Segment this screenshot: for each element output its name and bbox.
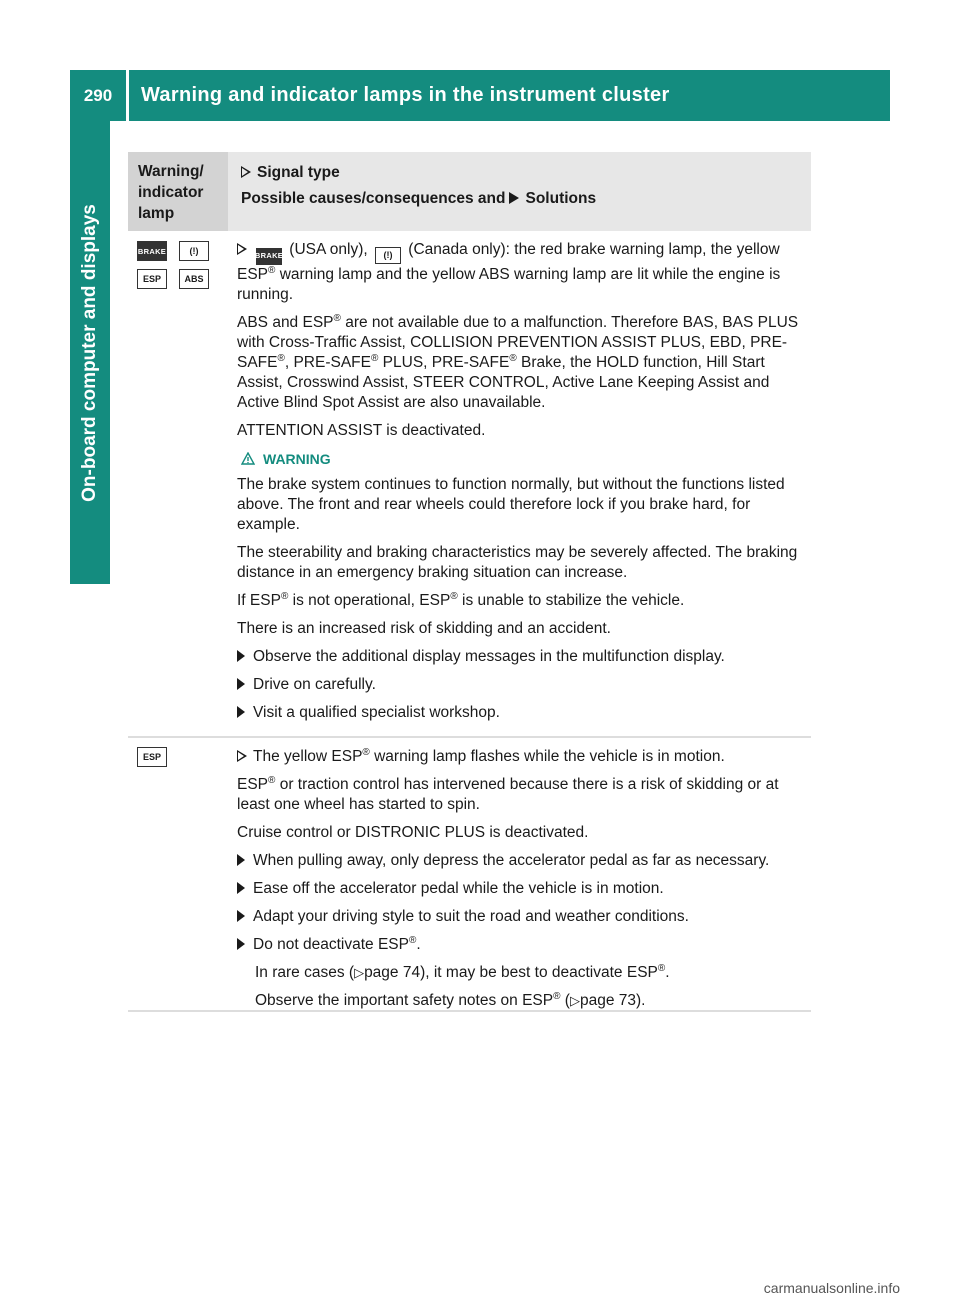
- row2-cruise: Cruise control or DISTRONIC PLUS is deactivated.: [237, 824, 589, 841]
- page-ref-arrow-icon: ▷: [354, 965, 365, 980]
- row2-lamp-icons: [128, 747, 223, 775]
- action-arrow-icon: [237, 882, 245, 894]
- row1-attention: ATTENTION ASSIST is deactivated.: [237, 421, 486, 439]
- row1-cause: ABS and ESP® are not available due to a malfunction. Therefore BAS, BAS PLUS with Cross-Traffic Assist, COLLISION PREVENTION ASSIST PLUS, EBD, PRE-SAFE®, PRE-SAFE® PLUS, PRE-SAFE® Brake, the HOLD function, Hill Start Assist, Crosswind Assist, STEER CONTROL, Active Lane Keeping Assist and Active Blind Spot Assist are also unavailable.: [237, 312, 799, 411]
- brake-warning-icon: BRAKE: [256, 248, 282, 265]
- esp-warning-icon: ESP: [137, 269, 167, 289]
- page-number: 290: [83, 86, 113, 105]
- action-arrow-icon: [237, 650, 245, 662]
- abs-warning-icon: ABS: [179, 269, 209, 289]
- brake-warning-icon: BRAKE: [137, 241, 167, 261]
- row1-signal: BRAKE (USA only), (!) (Canada only): the red brake warning lamp, the yellow ESP® warning lamp and the yellow ABS warning lamp are lit while the engine is running.: [237, 241, 781, 303]
- action-item: Observe the additional display messages in the multifunction display.: [237, 647, 807, 667]
- esp-warning-icon: ESP: [137, 747, 167, 767]
- brake-warning-canada-icon: (!): [179, 241, 209, 261]
- warning-text-2: The steerability and braking characteristics may be severely affected. The braking distance in an emergency braking situation can increase.: [237, 543, 798, 581]
- warning-text-3: If ESP® is not operational, ESP® is unable to stabilize the vehicle.: [237, 590, 685, 609]
- action-item: Ease off the accelerator pedal while the vehicle is in motion.: [237, 879, 807, 899]
- row2-signal: The yellow ESP® warning lamp flashes while the vehicle is in motion.: [237, 747, 807, 767]
- note-rare-cases: In rare cases (▷page 74), it may be best to deactivate ESP®.: [255, 962, 670, 981]
- header-col-lamp-label: Warning/ indicator lamp: [138, 163, 204, 222]
- header-col-signal: [228, 152, 811, 231]
- action-item: Adapt your driving style to suit the road and weather conditions.: [237, 907, 807, 927]
- action-arrow-icon: [237, 854, 245, 866]
- signal-triangle-icon: [237, 243, 247, 255]
- warning-triangle-icon: [241, 452, 255, 465]
- table-header: [128, 152, 811, 231]
- row1-description: [237, 240, 807, 731]
- warning-text-4: There is an increased risk of skidding and an accident.: [237, 619, 611, 637]
- action-arrow-icon: [237, 910, 245, 922]
- action-arrow-icon: [509, 192, 519, 204]
- row-divider: [128, 1010, 811, 1012]
- watermark: carmanualsonline.info: [763, 1280, 900, 1296]
- row1-lamp-icons: [128, 241, 223, 297]
- action-arrow-icon: [237, 678, 245, 690]
- page-ref-74[interactable]: page 74), it may be best to deactivate ESP: [364, 964, 658, 981]
- row2-cause: ESP® or traction control has intervened because there is a risk of skidding or at least one wheel has started to spin.: [237, 774, 779, 813]
- warning-heading: WARNING: [237, 449, 807, 469]
- page-ref-73[interactable]: page 73).: [579, 992, 646, 1009]
- header-col-lamp: [128, 152, 228, 231]
- header-signal-type: Signal type: [241, 164, 340, 182]
- header-divider: [126, 70, 129, 121]
- signal-triangle-icon: [237, 750, 247, 762]
- side-tab-label: On-board computer and displays: [79, 204, 100, 502]
- warning-text-1: The brake system continues to function normally, but without the functions listed above. The front and rear wheels could therefore lock if you brake hard, for example.: [237, 475, 785, 533]
- action-item: Drive on carefully.: [237, 675, 807, 695]
- action-arrow-icon: [237, 706, 245, 718]
- action-item: Do not deactivate ESP®.: [237, 935, 807, 955]
- signal-triangle-icon: [241, 166, 251, 178]
- row-divider: [128, 736, 811, 738]
- action-item: When pulling away, only depress the accelerator pedal as far as necessary.: [237, 851, 807, 871]
- action-arrow-icon: [237, 938, 245, 950]
- note-safety: Observe the important safety notes on ESP® (▷page 73).: [255, 990, 646, 1009]
- brake-warning-canada-icon: (!): [375, 247, 401, 264]
- page-ref-arrow-icon: ▷: [569, 993, 580, 1008]
- header-causes-solutions: Possible causes/consequences and Solutions: [241, 190, 597, 207]
- page-title: Warning and indicator lamps in the instrument cluster: [141, 84, 670, 106]
- row2-description: [237, 747, 807, 1019]
- action-item: Visit a qualified specialist workshop.: [237, 703, 807, 723]
